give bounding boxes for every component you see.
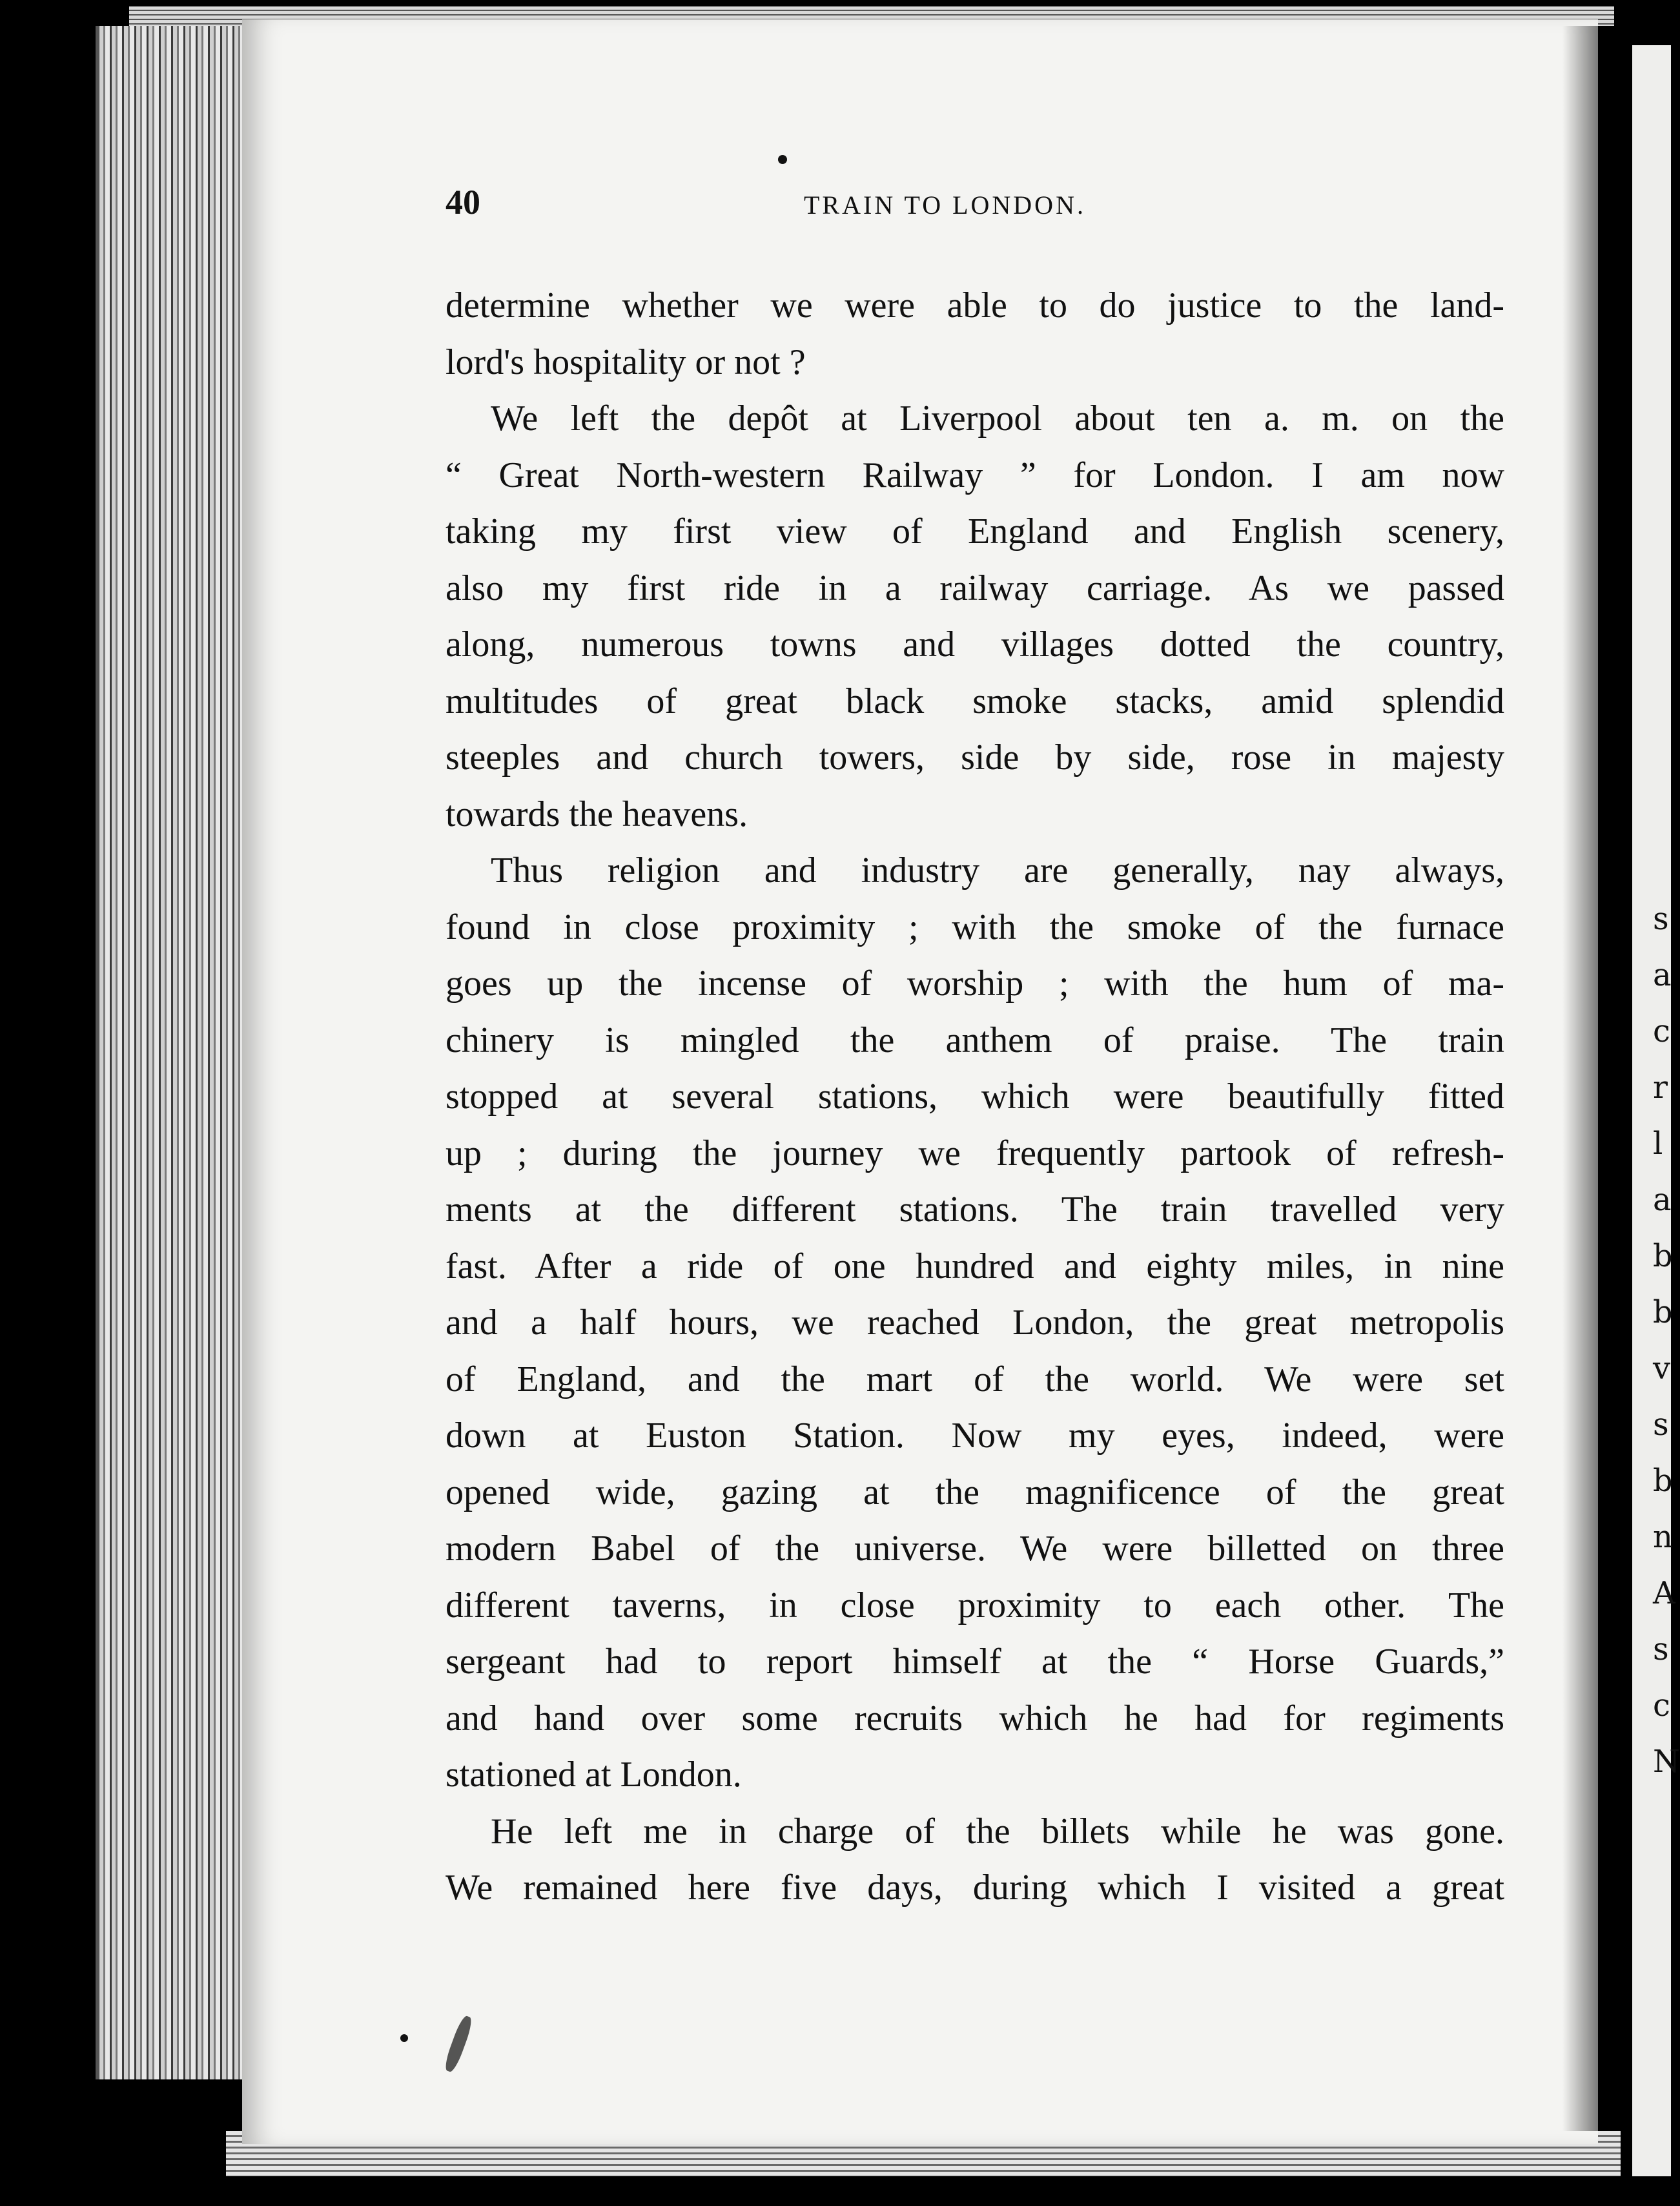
facing-letter: v [1653,1350,1671,1386]
facing-letter: c [1653,1013,1670,1049]
facing-letter: b [1653,1238,1673,1274]
facing-letter: c [1653,1687,1670,1724]
page-number: 40 [446,183,480,222]
spine-shadow [1562,26,1640,2131]
facing-page-fragment [1653,891,1679,1790]
text-line: taking my first view of England and English scenery, [446,511,1504,552]
text-line: steeples and church towers, side by side, rose in majesty [446,737,1504,778]
text-line: different taverns, in close proximity to each other. The [446,1585,1504,1625]
text-line: of England, and the mart of the world. We were set [446,1359,1504,1399]
body-text [446,278,1504,1917]
text-line: and hand over some recruits which he had for regiments [446,1698,1504,1738]
facing-letter: a [1653,957,1672,993]
text-line: down at Euston Station. Now my eyes, indeed, were [446,1416,1504,1456]
text-line: “ Great North-western Railway ” for London. I am now [446,455,1504,495]
text-line: We remained here five days, during which I visited a great [446,1868,1504,1908]
text-line: goes up the incense of worship ; with the hum of ma- [446,964,1504,1004]
text-line: Thus religion and industry are generally, nay always, [491,850,1504,891]
facing-letter: r [1653,1069,1668,1106]
running-title: TRAIN TO LONDON. [804,191,1086,220]
page-stack-left-edge [96,26,261,2079]
text-line: sergeant had to report himself at the “ Horse Guards,” [446,1642,1504,1682]
text-line: found in close proximity ; with the smoke of the furnace [446,907,1504,947]
text-line: ments at the different stations. The train travelled very [446,1190,1504,1230]
facing-letter: a [1653,1182,1672,1218]
text-line: opened wide, gazing at the magnificence of the great [446,1472,1504,1512]
text-line: stationed at London. [446,1755,742,1795]
text-line: We left the depôt at Liverpool about ten a. m. on the [491,398,1504,438]
ink-speck [400,2034,408,2042]
text-line: along, numerous towns and villages dotted the country, [446,624,1504,665]
facing-letter: A [1653,1575,1675,1611]
facing-letter: b [1653,1463,1673,1499]
facing-letter: b [1653,1294,1673,1330]
text-line: also my first ride in a railway carriage. As we passed [446,568,1504,608]
text-line: and a half hours, we reached London, the great metropolis [446,1303,1504,1343]
running-head [446,182,1504,234]
text-line: He left me in charge of the billets while he was gone. [491,1811,1504,1851]
text-line: stopped at several stations, which were beautifully fitted [446,1077,1504,1117]
text-line: chinery is mingled the anthem of praise. The train [446,1020,1504,1060]
text-line: up ; during the journey we frequently partook of refresh- [446,1133,1504,1173]
text-line: fast. After a ride of one hundred and eighty miles, in nine [446,1246,1504,1286]
text-line: determine whether we were able to do justice to the land- [446,285,1504,325]
facing-letter: n [1653,1519,1673,1555]
text-line: modern Babel of the universe. We were billetted on three [446,1529,1504,1569]
facing-letter: s [1653,1631,1669,1667]
facing-letter: s [1653,901,1669,937]
facing-letter: s [1653,1407,1669,1443]
text-line: lord's hospitality or not ? [446,342,806,382]
ink-speck [778,155,787,164]
text-line: multitudes of great black smoke stacks, amid splendid [446,681,1504,721]
facing-letter: N [1653,1744,1680,1780]
text-line: towards the heavens. [446,794,748,834]
facing-letter: l [1653,1126,1663,1162]
